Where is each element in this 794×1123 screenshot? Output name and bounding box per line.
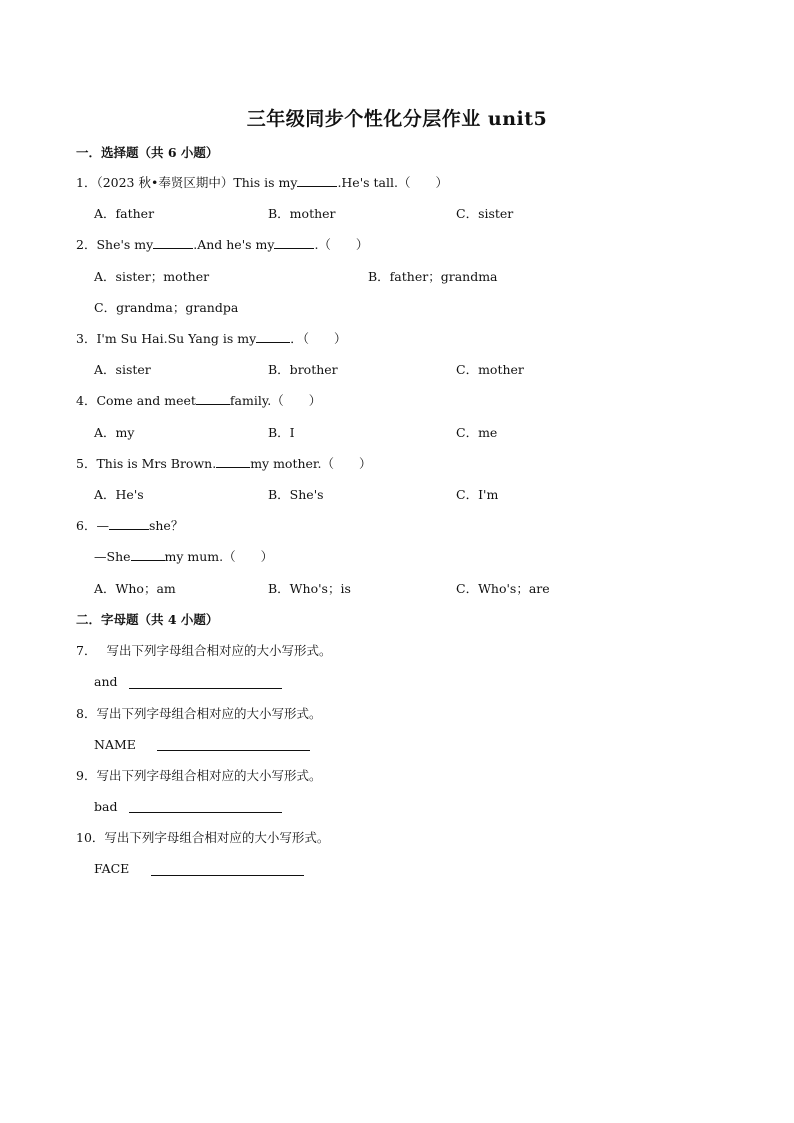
question-3 (76, 330, 346, 348)
answer-blank[interactable] (131, 548, 165, 561)
answer-line[interactable] (129, 812, 282, 813)
section-heading-choice: 一．选择题（共 6 小题） (76, 145, 219, 160)
question-text: —She (94, 549, 131, 564)
question-6-line-2 (94, 548, 273, 566)
word-and: and (94, 674, 118, 689)
option-b[interactable]: B．father；grandma (368, 269, 498, 284)
question-text: 写出下列字母组合相对应的大小写形式。 (106, 643, 332, 658)
page-title: 三年级同步个性化分层作业 unit5 (246, 108, 548, 130)
option-a[interactable]: A．father (94, 206, 155, 221)
question-text: She's my (96, 237, 154, 252)
question-number: 5． (76, 456, 97, 471)
option-c[interactable]: C．sister (456, 206, 514, 221)
option-b[interactable]: B．brother (268, 362, 338, 377)
answer-blank[interactable] (153, 236, 193, 249)
question-number: 2． (76, 237, 97, 252)
answer-blank[interactable] (196, 392, 230, 405)
word-name: NAME (94, 737, 136, 752)
question-text: ．（ ） (290, 331, 347, 346)
question-text: 写出下列字母组合相对应的大小写形式。 (96, 768, 322, 783)
question-text: This is Mrs Brown. (96, 456, 217, 471)
answer-line[interactable] (157, 750, 310, 751)
answer-blank[interactable] (274, 236, 314, 249)
answer-blank[interactable] (109, 517, 149, 530)
section-heading-letters: 二．字母题（共 4 小题） (76, 612, 219, 627)
question-7 (76, 642, 331, 660)
option-c[interactable]: C．Who's；are (456, 581, 550, 596)
answer-blank[interactable] (297, 174, 337, 187)
question-number: 9． (76, 768, 97, 783)
question-number: 1． (76, 175, 97, 190)
word-face: FACE (94, 861, 130, 876)
question-text: I'm Su Hai.Su Yang is my (96, 331, 257, 346)
answer-line[interactable] (151, 875, 304, 876)
question-number: 4． (76, 393, 97, 408)
question-text: 写出下列字母组合相对应的大小写形式。 (104, 830, 330, 845)
option-b[interactable]: B．I (268, 425, 295, 440)
question-text: Come and meet (96, 393, 196, 408)
question-1 (76, 174, 448, 192)
question-text: 写出下列字母组合相对应的大小写形式。 (96, 706, 322, 721)
question-number: 3． (76, 331, 97, 346)
question-text: family.（ ） (229, 393, 322, 408)
question-number: 10． (76, 830, 105, 845)
option-a[interactable]: A．sister；mother (94, 269, 210, 284)
answer-blank[interactable] (256, 330, 290, 343)
question-5 (76, 455, 372, 473)
option-c[interactable]: C．I'm (456, 487, 499, 502)
option-b[interactable]: B．She's (268, 487, 324, 502)
option-c[interactable]: C．me (456, 425, 498, 440)
question-text: （2023 秋•奉贤区期中）This is my (96, 175, 298, 190)
question-text: she？ (148, 518, 184, 533)
question-4 (76, 392, 321, 410)
question-text: .And he's my (193, 237, 275, 252)
question-text: .（ ） (314, 237, 369, 252)
question-2 (76, 236, 368, 254)
question-text: my mum.（ ） (164, 549, 274, 564)
option-a[interactable]: A．my (94, 425, 135, 440)
question-8 (76, 705, 321, 723)
question-text: .He's tall.（ ） (337, 175, 448, 190)
answer-blank[interactable] (216, 455, 250, 468)
answer-line[interactable] (129, 688, 282, 689)
option-a[interactable]: A．He's (94, 487, 144, 502)
option-c[interactable]: C．grandma；grandpa (94, 300, 239, 315)
option-b[interactable]: B．Who's；is (268, 581, 351, 596)
question-9 (76, 767, 321, 785)
question-text: — (96, 518, 109, 533)
question-10 (76, 829, 329, 847)
question-number: 6． (76, 518, 97, 533)
option-a[interactable]: A．sister (94, 362, 151, 377)
option-c[interactable]: C．mother (456, 362, 524, 377)
question-text: my mother.（ ） (250, 456, 372, 471)
question-6 (76, 517, 183, 535)
option-a[interactable]: A．Who；am (94, 581, 176, 596)
question-number: 7． (76, 643, 97, 658)
question-number: 8． (76, 706, 97, 721)
word-bad: bad (94, 799, 118, 814)
option-b[interactable]: B．mother (268, 206, 336, 221)
